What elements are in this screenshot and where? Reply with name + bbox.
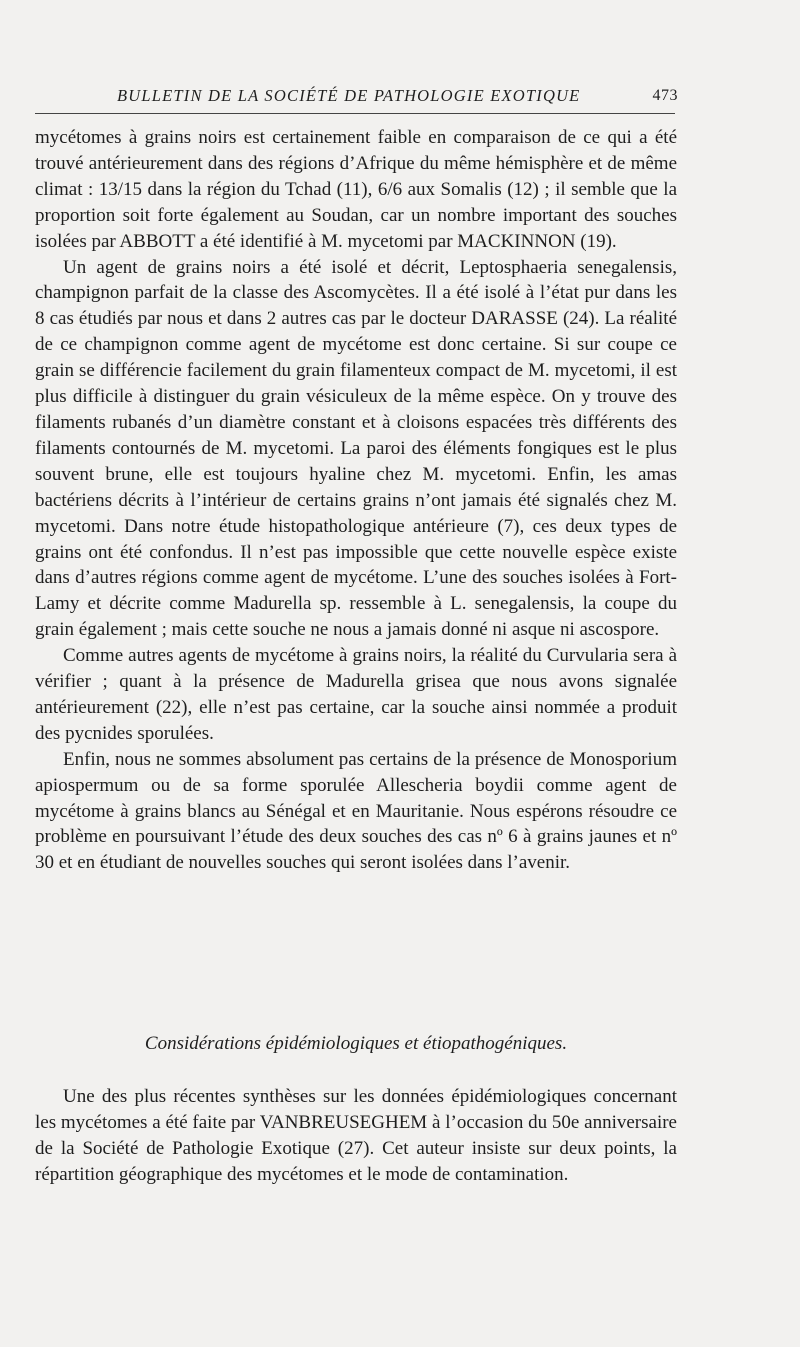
- page-number: 473: [652, 87, 678, 104]
- header-rule: [35, 113, 675, 114]
- section-heading: Considérations épidémiologiques et étiopathogéniques.: [144, 1033, 568, 1054]
- body-text-after-heading: [35, 1084, 677, 1188]
- paragraph: mycétomes à grains noirs est certainement faible en comparaison de ce qui a été trouvé antérieurement dans des régions d’Afrique du même hémisphère et de même climat : 13/15 dans la région du Tchad (11), 6/6 aux Somalis (12) ; il semble que la proportion soit forte également au Soudan, car un nombre important des souches isolées par ABBOTT a été identifié à M. mycetomi par MACKINNON (19).: [35, 127, 677, 252]
- paragraph: Un agent de grains noirs a été isolé et décrit, Leptosphaeria senegalensis, champignon parfait de la classe des Ascomycètes. Il a été isolé à l’état pur dans les 8 cas étudiés par nous et dans 2 autres cas par le docteur DARASSE (24). La réalité de ce champignon comme agent de mycétome est donc certaine. Si sur coupe ce grain se différencie facilement du grain filamenteux compact de M. mycetomi, il est plus difficile à distinguer du grain vésiculeux de la même espèce. On y trouve des filaments rubanés d’un diamètre constant et à cloisons espacées très différents des filaments contournés de M. mycetomi. La paroi des éléments fongiques est le plus souvent brune, elle est toujours hyaline chez M. mycetomi. Enfin, les amas bactériens décrits à l’intérieur de certains grains n’ont jamais été signalés chez M. mycetomi. Dans notre étude histopathologique antérieure (7), ces deux types de grains ont été confondus. Il n’est pas impossible que cette nouvelle espèce existe dans d’autres régions comme agent de mycétome. L’une des souches isolées à Fort-Lamy et décrite comme Madurella sp. ressemble à L. senegalensis, la coupe du grain également ; mais cette souche ne nous a jamais donné ni asque ni ascospore.: [35, 256, 677, 641]
- paragraph: Comme autres agents de mycétome à grains noirs, la réalité du Curvularia sera à vérifier ; quant à la présence de Madurella grisea que nous avons signalée antérieurement (22), elle n’est pas certaine, car la souche ainsi nommée a produit des pycnides sporulées.: [35, 645, 677, 744]
- body-text: [35, 125, 677, 876]
- paragraph: Une des plus récentes synthèses sur les données épidémiologiques concernant les mycétomes a été faite par VANBREUSEGHEM à l’occasion du 50e anniversaire de la Société de Pathologie Exotique (27). Cet auteur insiste sur deux points, la répartition géographique des mycétomes et le mode de contamination.: [35, 1086, 677, 1185]
- running-head: BULLETIN DE LA SOCIÉTÉ DE PATHOLOGIE EXOTIQUE: [117, 86, 581, 105]
- paragraph: Enfin, nous ne sommes absolument pas certains de la présence de Monosporium apiospermum ou de sa forme sporulée Allescheria boydii comme agent de mycétome à grains blancs au Sénégal et en Mauritanie. Nous espérons résoudre ce problème en poursuivant l’étude des deux souches des cas nº 6 à grains jaunes et nº 30 et en étudiant de nouvelles souches qui seront isolées dans l’avenir.: [35, 748, 677, 874]
- page-header: [35, 86, 678, 112]
